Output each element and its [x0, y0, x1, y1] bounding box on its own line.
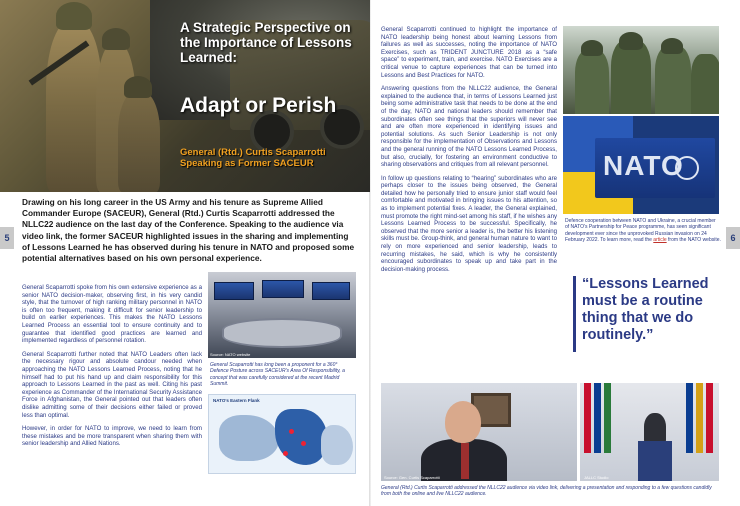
video-still-speaker	[381, 383, 577, 481]
paragraph: General Scaparrotti further noted that NATO Leaders often lack the necessary rigour and absolute candour needed when approaching the NATO Lessons Learned Process, noting that he himself had to put his hand up and claim responsibility for this approach to Lessons Learned in the past as well. Citing his past experience as Commander of the International Security Assistance Force in Afghanistan, the General pointed out that leaders often dislike admitting some of their decisions either failed or proved less than optimal.	[22, 350, 202, 419]
article-byline	[180, 147, 365, 169]
page-number-right: 6	[726, 227, 740, 249]
video-still-studio	[580, 383, 719, 481]
video-label-left: Source: Gen. Curtis Scaparrotti	[384, 475, 440, 480]
soldiers-photo	[563, 26, 719, 114]
conference-photo-caption: General Scaparrotti has long been a proponent for a 360° Defence Posture across SACEUR's Area Of Responsibility, a concept that was carefully considered at the recent Madrid Summit.	[210, 362, 345, 388]
article-link[interactable]: article	[653, 237, 667, 244]
left-column-text	[22, 284, 202, 454]
video-label-right: JALLC Studio	[584, 475, 609, 480]
video-caption: General (Rtd.) Curtis Scaparrotti addressed the NLLC22 audience via video link, delivering a presentation and responding to a few questions candidly from both the online and live NLLC22 audience.	[381, 485, 712, 498]
byline-name: General (Rtd.) Curtis Scaparrotti	[180, 147, 326, 158]
conference-photo	[208, 272, 356, 358]
side-photo-caption: Defence cooperation between NATO and Ukraine, a crucial member of NATO's Partnership for Peace programme, has seen significant development ever since the unprovoked Russian invasion on 24 February 2022. To learn more, read the article from the NATO website.	[565, 218, 721, 244]
podium	[638, 441, 672, 481]
quote-bar	[573, 276, 576, 352]
nato-sign-photo	[563, 116, 719, 214]
paragraph: General Scaparrotti continued to highlight the importance of NATO leadership being honest about learning Lessons from failures as well as successes, noting the importance of NATO Exercises, such as TRIDENT JUNCTURE 2018 as a “safe space” to experiment, train, and exercise. NATO Exercises are a critical venue to capture experiences that can be turned into Lessons and Best Practices for NATO.	[381, 26, 557, 79]
conference-table	[222, 318, 342, 348]
paragraph: Answering questions from the NLLC22 audience, the General explained to the audience that, in terms of Lessons Learned just being some administrative task that needs to be done at the end of the day, NATO and national leaders should remember that subordinates often see things that the superiors will never see and are often more experienced in identifying issues and potential solutions. As such Senior Leadership is not only responsible for the implementation of Observations and Lessons and the general running of the NATO Lessons Learned Process, but also, crucially, for fostering an environment conductive to sharing observations and critiques from all relevant personnel.	[381, 85, 557, 169]
soldier-figure	[118, 92, 160, 192]
map-graphic	[208, 394, 356, 474]
hero-image	[0, 0, 370, 192]
page-number-left: 5	[0, 227, 14, 249]
paragraph: In follow up questions relating to “hearing” subordinates who are perhaps closer to the issues being observed, the General detailed how he personally tried to ensure junior staff would feel comfortable and motivated in bringing issues to his attention, so as to implement potential fixes. A leader, the General explained, must promote the right mind-set among his staff, if he wishes any Lessons Learned Process to be successful. Specifically, he observed that the more senior a leader is, the better his listening skills must be. Group-think, and general human nature to want to rely on more experienced and senior leadership, leads to recurring mistakes, he said, which is why he consistently encouraged subordinates to speak up and take part in the decision-making process.	[381, 174, 557, 273]
nato-sign-text: NATO	[603, 150, 684, 181]
nato-compass-icon	[675, 156, 699, 180]
middle-column-text	[381, 26, 557, 279]
article-lead: Drawing on his long career in the US Army and his tenure as Supreme Allied Commander Europe (SACEUR), General (Rtd.) Curtis Scaparrotti addressed the NLLC22 audience on the last day of the Conference. Speaking to the audience via video link, the former SACEUR highlighted issues in the sharing and implementing of Lessons Learned he has observed during his tenure in NATO and proposed some potential alternatives based on his own personal experience.	[22, 197, 355, 264]
byline-role: Speaking as Former SACEUR	[180, 158, 314, 169]
photo-credit: Source: NATO website	[210, 352, 251, 357]
paragraph: General Scaparrotti spoke from his own extensive experience as a senior NATO decision-maker, observing first, in his very candid style, that the turnover of high ranking military personnel in NATO is often too frequent, making it difficult for senior leadership to build on earlier experiences. This makes the NATO Lessons Learned Process an essential tool to ensure continuity and to guarantee that identified good practices are learned and implemented regardless of personnel rotation.	[22, 284, 202, 345]
article-title-main: Adapt or Perish	[180, 94, 337, 117]
pull-quote: “Lessons Learned must be a routine thing that we do routinely.”	[582, 276, 709, 343]
map-header: NATO's Eastern Flank	[213, 398, 260, 403]
paragraph: However, in order for NATO to improve, we need to learn from these mistakes and be more transparent when sharing them with senior leadership and Allied Nations.	[22, 425, 202, 448]
article-title: A Strategic Perspective on the Importance of Lessons Learned:	[180, 20, 352, 65]
